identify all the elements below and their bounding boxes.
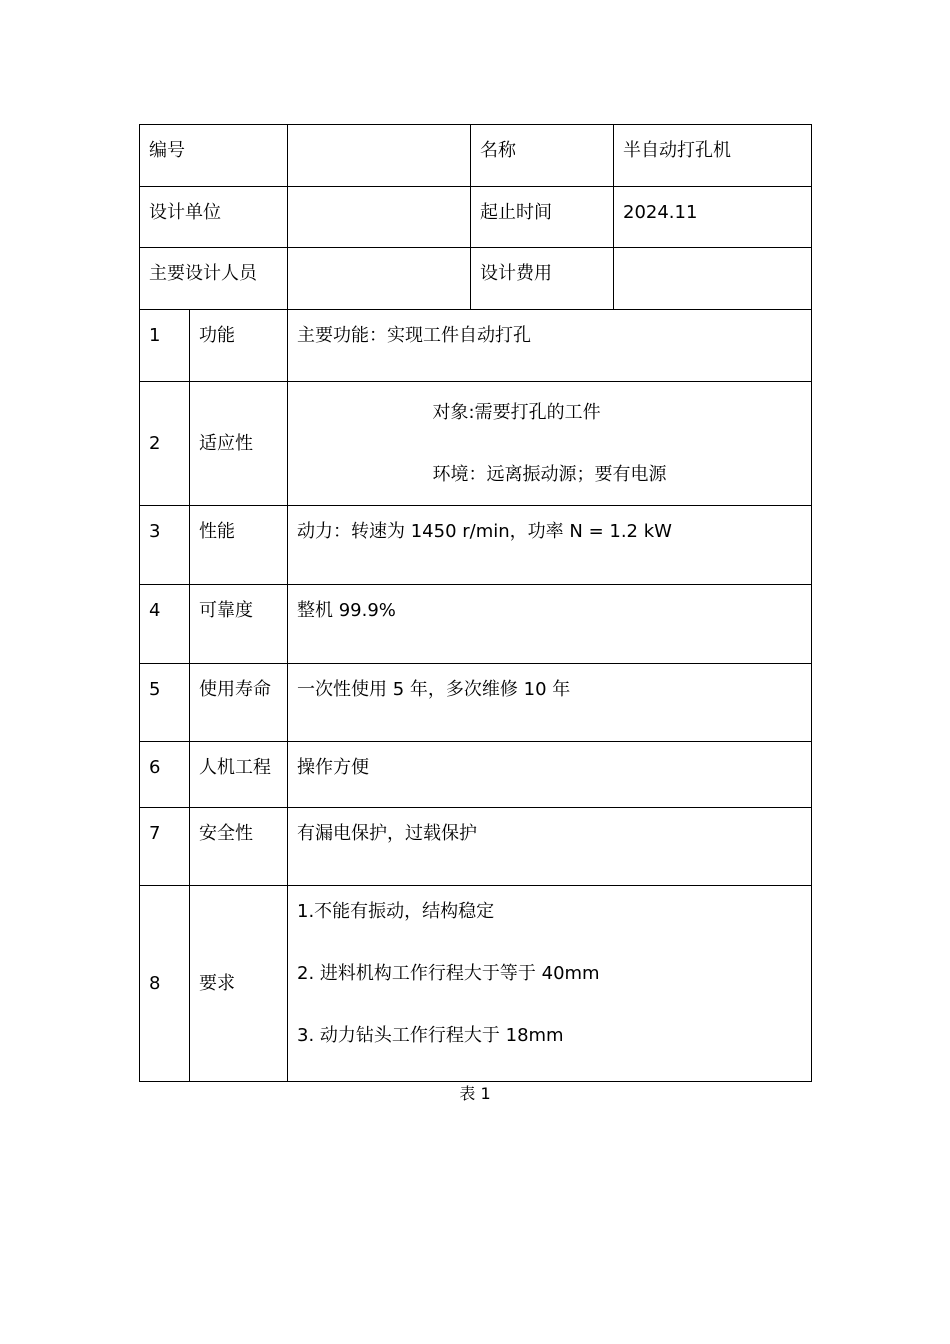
table-row-item-6 bbox=[140, 742, 812, 808]
designers-value bbox=[288, 248, 471, 310]
item-line: 有漏电保护，过载保护 bbox=[297, 823, 477, 844]
item-content bbox=[288, 506, 812, 585]
design-spec-table bbox=[139, 124, 812, 1082]
item-line: 2. 进料机构工作行程大于等于 40mm bbox=[297, 963, 600, 984]
item-content bbox=[288, 310, 812, 382]
item-line: 对象:需要打孔的工件 bbox=[432, 401, 601, 423]
item-name: 适应性 bbox=[190, 382, 288, 506]
item-content bbox=[288, 382, 812, 506]
item-number: 7 bbox=[140, 808, 190, 886]
cost-value bbox=[614, 248, 812, 310]
item-content bbox=[288, 585, 812, 664]
item-name: 要求 bbox=[190, 886, 288, 1082]
item-line: 1.不能有振动，结构稳定 bbox=[297, 901, 495, 922]
item-name: 人机工程 bbox=[190, 742, 288, 808]
designers-label: 主要设计人员 bbox=[140, 248, 288, 310]
item-number: 3 bbox=[140, 506, 190, 585]
period-label: 起止时间 bbox=[471, 187, 614, 248]
design-unit-value bbox=[288, 187, 471, 248]
item-name: 安全性 bbox=[190, 808, 288, 886]
item-name: 性能 bbox=[190, 506, 288, 585]
item-content bbox=[288, 742, 812, 808]
table-row-design-unit bbox=[140, 187, 812, 248]
table-row-item-5 bbox=[140, 664, 812, 742]
item-number: 4 bbox=[140, 585, 190, 664]
item-line: 操作方便 bbox=[297, 757, 369, 778]
item-content bbox=[288, 886, 812, 1082]
table-row-designers bbox=[140, 248, 812, 310]
item-name: 使用寿命 bbox=[190, 664, 288, 742]
design-unit-label: 设计单位 bbox=[140, 187, 288, 248]
item-name: 功能 bbox=[190, 310, 288, 382]
item-name: 可靠度 bbox=[190, 585, 288, 664]
name-label: 名称 bbox=[471, 125, 614, 187]
item-line: 3. 动力钻头工作行程大于 18mm bbox=[297, 1025, 564, 1046]
table-row-item-8 bbox=[140, 886, 812, 1082]
period-value: 2024.11 bbox=[614, 187, 812, 248]
item-line: 一次性使用 5 年，多次维修 10 年 bbox=[297, 679, 571, 700]
item-number: 8 bbox=[140, 886, 190, 1082]
item-number: 6 bbox=[140, 742, 190, 808]
table-caption: 表 1 bbox=[459, 1084, 491, 1103]
item-number: 1 bbox=[140, 310, 190, 382]
item-number: 5 bbox=[140, 664, 190, 742]
item-content bbox=[288, 664, 812, 742]
cost-label: 设计费用 bbox=[471, 248, 614, 310]
item-number: 2 bbox=[140, 382, 190, 506]
item-content bbox=[288, 808, 812, 886]
number-label: 编号 bbox=[140, 125, 288, 187]
item-line: 主要功能：实现工件自动打孔 bbox=[297, 325, 531, 346]
item-line: 动力：转速为 1450 r/min，功率 N = 1.2 kW bbox=[297, 521, 672, 542]
item-content-block bbox=[433, 401, 667, 487]
number-value bbox=[288, 125, 471, 187]
item-line: 环境：远离振动源；要有电源 bbox=[432, 463, 667, 485]
name-value: 半自动打孔机 bbox=[614, 125, 812, 187]
table-row-item-3 bbox=[140, 506, 812, 585]
table-row-item-7 bbox=[140, 808, 812, 886]
table-row-item-2 bbox=[140, 382, 812, 506]
table-row-item-1 bbox=[140, 310, 812, 382]
item-line: 整机 99.9% bbox=[297, 600, 396, 621]
table-row-number bbox=[140, 125, 812, 187]
table-row-item-4 bbox=[140, 585, 812, 664]
